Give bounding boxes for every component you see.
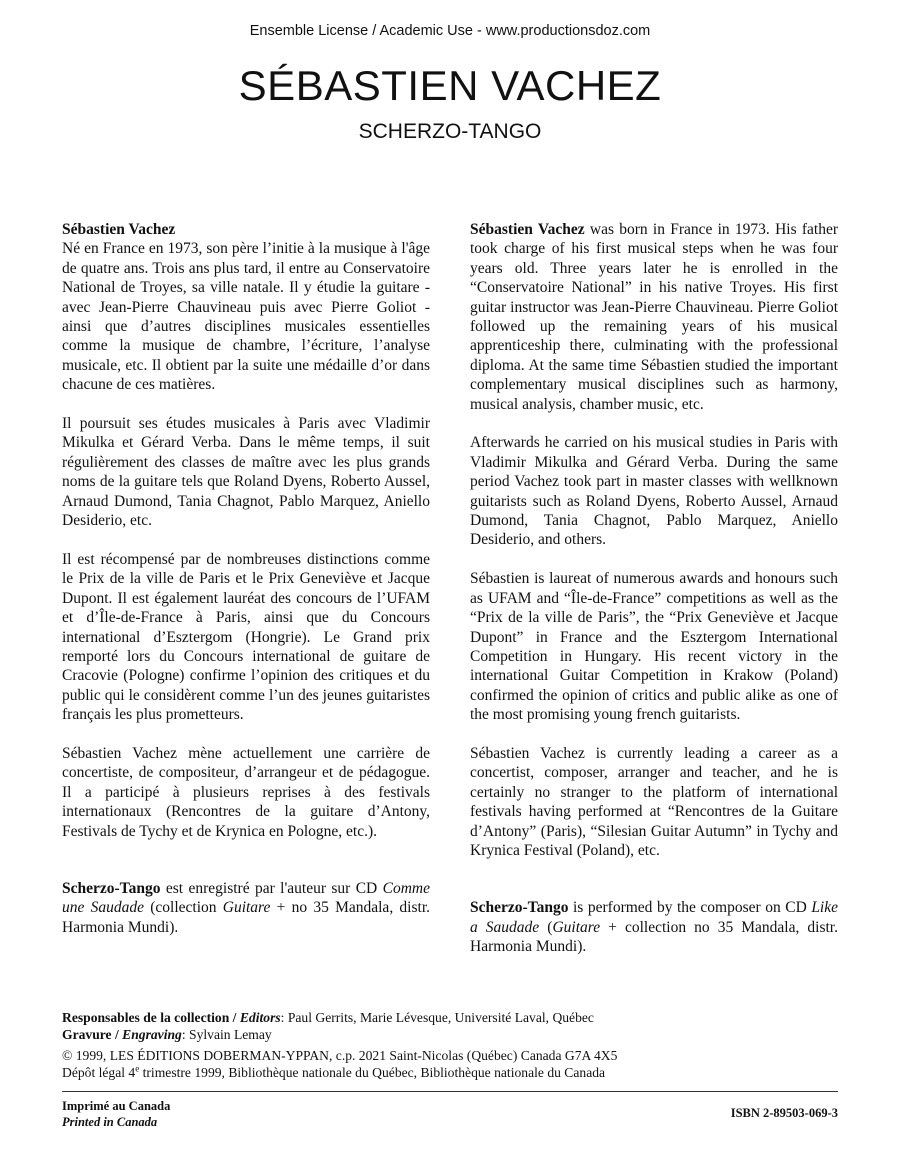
french-paragraph-4: Sébastien Vachez mène actuellement une carrière de concertiste, de compositeur, d’arrangeur et de pédagogue. Il a participé à plusieurs reprises à des festivals internationaux (Rencontres de la guitare d’Antony, Festivals de Tychy et de Krynica en Pologne, etc.). <box>62 744 430 840</box>
isbn: ISBN 2-89503-069-3 <box>730 1106 838 1120</box>
english-paragraph-4: Sébastien Vachez is currently leading a career as a concertist, composer, arranger and teacher, and he is certainly no stranger to the platform of international festivals having performed at “Rencontres de la Guitare d’Antony” (Paris), “Silesian Guitar Autumn” in Tychy and Krynica Festival (Poland), etc. <box>470 744 838 859</box>
editors-names: : Paul Gerrits, Marie Lévesque, Université Laval, Québec <box>280 1010 594 1025</box>
license-line: Ensemble License / Academic Use - www.productionsdoz.com <box>249 23 651 39</box>
english-paragraph-1-text: was born in France in 1973. His father took charge of his first musical steps when he was four years old. Three years later he is enrolled in the “Conservatoire National” in his native Troyes. His first guitar instructor was Jean-Pierre Chauvineau. Pierre Goliot followed up the remaining years of his musical apprenticeship there, culminating with the professional diploma. At the same time Sébastien studied the important complementary musical disciplines such as harmony, musical analysis, chamber music, etc. <box>470 221 838 413</box>
composer-name: SÉBASTIEN VACHEZ <box>238 62 662 109</box>
engraving-label-fr: Gravure <box>62 1027 112 1042</box>
french-rec-text-1: est enregistré par l'auteur sur CD <box>160 879 383 897</box>
printed-en: Printed in Canada <box>62 1115 158 1129</box>
copyright-line: © 1999, LES ÉDITIONS DOBERMAN-YPPAN, c.p. 2021 Saint-Nicolas (Québec) Canada G7A 4X5 <box>62 1048 618 1063</box>
english-rec-series: Guitare <box>552 918 601 936</box>
french-rec-title: Scherzo-Tango <box>62 879 161 897</box>
printed-fr: Imprimé au Canada <box>62 1099 171 1113</box>
engraving-name: : Sylvain Lemay <box>181 1027 272 1042</box>
footer-divider <box>62 1091 838 1092</box>
engraving-label-en: Engraving <box>122 1027 182 1042</box>
legal-deposit-line <box>62 1064 842 1081</box>
english-bio-name: Sébastien Vachez <box>470 221 585 238</box>
engraving-slash: / <box>111 1027 123 1042</box>
french-rec-series: Guitare <box>222 899 271 917</box>
french-paragraph-2: Il poursuit ses études musicales à Paris avec Vladimir Mikulka et Gérard Verba. Dans le même temps, il suit régulièrement des classes de maître avec les plus grands noms de la guitare tels que Roland Dyens, Roberto Aussel, Arnaud Dumond, Tania Chagnot, Pablo Marquez, Aniello Desiderio, etc. <box>62 415 430 530</box>
printed-in-block <box>62 1098 170 1130</box>
french-paragraph-1: Né en France en 1973, son père l’initie à la musique à l'âge de quatre ans. Trois ans plus tard, il entre au Conservatoire National de Troyes, sa ville natale. Il y étudie la guitare - avec Jean-Pierre Chauvineau puis avec Pierre Goliot - ainsi que d’autres disciplines musicales essentielles comme la musique de chambre, l’écriture, l’analyse musicale, etc. Il obtient par la suite une médaille d’or dans chacune de ces matières. <box>62 240 430 394</box>
engraving-line <box>62 1026 842 1043</box>
editors-label-fr: Responsables de la collection <box>62 1010 230 1025</box>
english-rec-title: Scherzo-Tango <box>470 899 569 917</box>
work-title: SCHERZO-TANGO <box>358 120 542 143</box>
english-recording-note <box>470 898 838 956</box>
french-rec-album: Comme une Saudade <box>62 879 430 917</box>
depot-text-b: trimestre 1999, Bibliothèque nationale du Québec, Bibliothèque nationale du Canada <box>139 1065 606 1080</box>
french-rec-text-2: (collection <box>144 899 223 917</box>
editors-label-en: Editors <box>239 1010 281 1025</box>
french-rec-text-3: + no 35 Mandala, distr. Harmonia Mundi). <box>62 899 430 936</box>
french-paragraph-3: Il est récompensé par de nombreuses distinctions comme le Prix de la ville de Paris et le Prix Geneviève et Jacque Dupont. Il est également lauréat des concours de l’UFAM et d’Île-de-France à Paris, ainsi que du Concours international d’Esztergom (Hongrie). Le Grand prix remporté lors du Concours international de guitare de Cracovie (Pologne) confirme l’opinion des critiques et du public qui le considèrent comme l’un des jeunes guitaristes français les plus prometteurs. <box>62 550 430 724</box>
editors-slash: / <box>229 1010 240 1025</box>
english-rec-text-1: is performed by the composer on CD <box>568 899 812 917</box>
english-rec-text-2: ( <box>539 918 553 936</box>
credits-block <box>62 1009 842 1081</box>
english-paragraph-1 <box>470 220 838 414</box>
depot-text-a: Dépôt légal 4 <box>62 1065 136 1080</box>
english-paragraph-2: Afterwards he carried on his musical studies in Paris with Vladimir Mikulka and Gérard Verba. During the same period Vachez took part in master classes with wellknown guitarists such as Roland Dyens, Roberto Aussel, Arnaud Dumond, Tania Chagnot, Pablo Marquez, Aniello Desiderio, and others. <box>470 434 838 549</box>
english-rec-album: Like a Saudade <box>470 899 838 936</box>
french-recording-note <box>62 879 430 937</box>
english-rec-text-3: + collection no 35 Mandala, distr. Harmonia Mundi). <box>470 918 838 956</box>
depot-superscript: e <box>135 1063 140 1074</box>
french-column <box>62 220 430 957</box>
french-bio-heading: Sébastien Vachez <box>62 221 176 238</box>
editors-line <box>62 1009 842 1026</box>
english-paragraph-3: Sébastien is laureat of numerous awards and honours such as UFAM and “Île-de-France” competitions as well as the “Prix de la ville de Paris”, the “Prix Geneviève et Jacque Dupont” in France and the Esztergom International Competition in Hungary. His recent victory in the international Guitar Competition in Krakow (Poland) confirmed the opinion of critics and public alike as one of the most promising young french guitarists. <box>470 570 838 724</box>
english-column <box>470 220 838 976</box>
